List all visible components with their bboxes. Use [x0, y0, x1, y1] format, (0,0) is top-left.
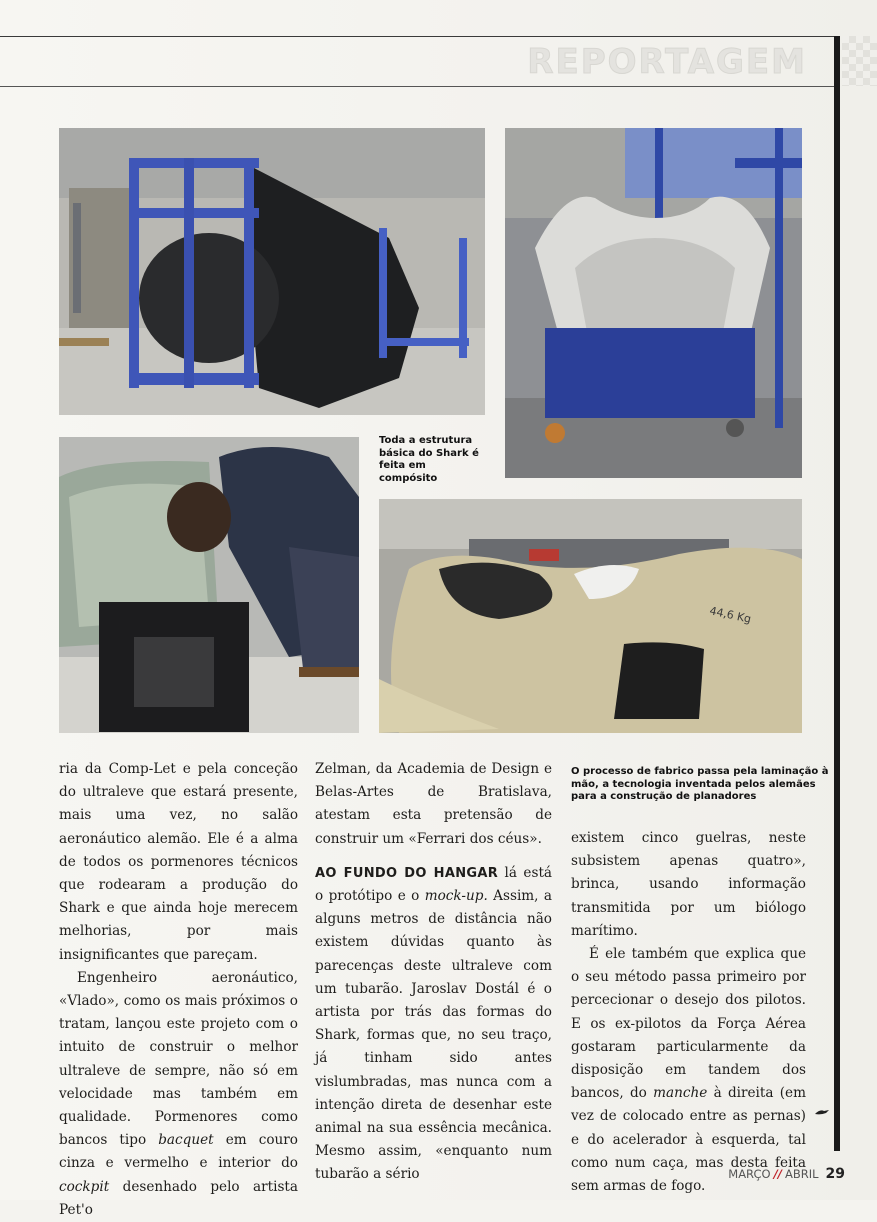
- col2-p2-text-a: lá está o protótipo e o: [315, 864, 553, 905]
- body-column-3: [571, 827, 806, 1198]
- col1-p2-text-b: em couro cinza e vermelho e interior do: [59, 1132, 298, 1172]
- col3-p2-italic-manche: manche: [653, 1085, 708, 1102]
- col3-p2-text-b: à direita (em vez de colocado entre as pernas) e do acelerador à esquerda, tal como num caça, mas desta feita sem armas de fogo.: [571, 1085, 806, 1195]
- photo-icon: [59, 437, 359, 733]
- blue-jig-fuselage-photo: [59, 128, 485, 415]
- caption-process: O processo de fabrico passa pela laminação à mão, a tecnologia inventada pelos alemães para a construção de planadores: [571, 766, 829, 802]
- footer-month-1: MARÇO: [728, 1167, 771, 1181]
- col1-p2-italic-bacquet: bacquet: [158, 1132, 214, 1149]
- body-column-1: [59, 758, 298, 1222]
- worker-lamination-photo: [59, 437, 359, 733]
- body-column-2: [315, 758, 552, 1187]
- col3-paragraph-2: [571, 943, 806, 1198]
- photo-icon: [59, 128, 485, 415]
- header-rule-bottom: [0, 86, 838, 87]
- checker-pattern: [842, 36, 877, 86]
- page-edge-bar: [834, 36, 840, 1151]
- col1-p2-italic-cockpit: cockpit: [59, 1178, 110, 1195]
- col2-paragraph-2: [315, 862, 552, 1187]
- fuselage-workshop-photo: [379, 499, 802, 733]
- col3-p2-text-a: É ele também que explica que o seu método passa primeiro por percecionar o desejo dos pilotos. E os ex-pilotos da Força Aérea gostaram particularmente da disposição em tandem dos bancos, do: [571, 946, 806, 1102]
- col2-paragraph-1: Zelman, da Academia de Design e Belas-Artes de Bratislava, atestam esta pretensão de construir um «Ferrari dos céus».: [315, 761, 552, 847]
- caption-structure: Toda a estrutura básica do Shark é feita em compósito: [379, 435, 479, 484]
- footer-separator: //: [773, 1167, 782, 1181]
- end-of-article-icon: [814, 1108, 830, 1116]
- col2-p2-text-b: Assim, a alguns metros de distância não existem dúvidas quanto às parecenças deste ultraleve com um tubarão. Jaroslav Dostál é o artista por trás das formas do Shark, formas que, no seu traço, já tinham sido antes vislumbradas, mas nunca com a intenção direta de desenhar este animal na sua essência mecânica. Mesmo assim, «enquanto num tubarão a sério: [315, 888, 552, 1183]
- col1-paragraph-2: [59, 967, 298, 1222]
- footer-month-2: ABRIL: [784, 1167, 819, 1181]
- photo-icon: [379, 499, 802, 733]
- composite-shell-photo: [505, 128, 802, 478]
- handwritten-weight: 44,6 Kg: [708, 604, 753, 626]
- page-number: 29: [825, 1166, 845, 1182]
- section-label: REPORTAGEM: [527, 42, 807, 82]
- col1-paragraph-1: ria da Comp-Let e pela conceção do ultraleve que estará presente, mais uma vez, no salão aeronáutico alemão. Ele é a alma de todos os pormenores técnicos que rodearam a produção do Shark e que ainda hoje merecem melhorias, por mais insignificantes que pareçam.: [59, 761, 298, 963]
- header-rule-top: [0, 36, 838, 37]
- col3-paragraph-1: existem cinco guelras, neste subsistem apenas quatro», brinca, usando informação transmitida por um biólogo marítimo.: [571, 830, 806, 939]
- col2-subheading: AO FUNDO DO HANGAR: [315, 865, 499, 881]
- col2-p2-italic-mockup: mock-up.: [424, 888, 488, 905]
- page-footer: [728, 1166, 845, 1182]
- col1-p2-text-a: Engenheiro aeronáutico, «Vlado», como os mais próximos o tratam, lançou este projeto com o intuito de construir o melhor ultraleve de sempre, não só em velocidade mas também em qualidade. Pormenores como bancos tipo: [59, 969, 298, 1149]
- photo-icon: [505, 128, 802, 478]
- col1-p2-text-c: desenhado pelo artista Pet'o: [59, 1178, 298, 1218]
